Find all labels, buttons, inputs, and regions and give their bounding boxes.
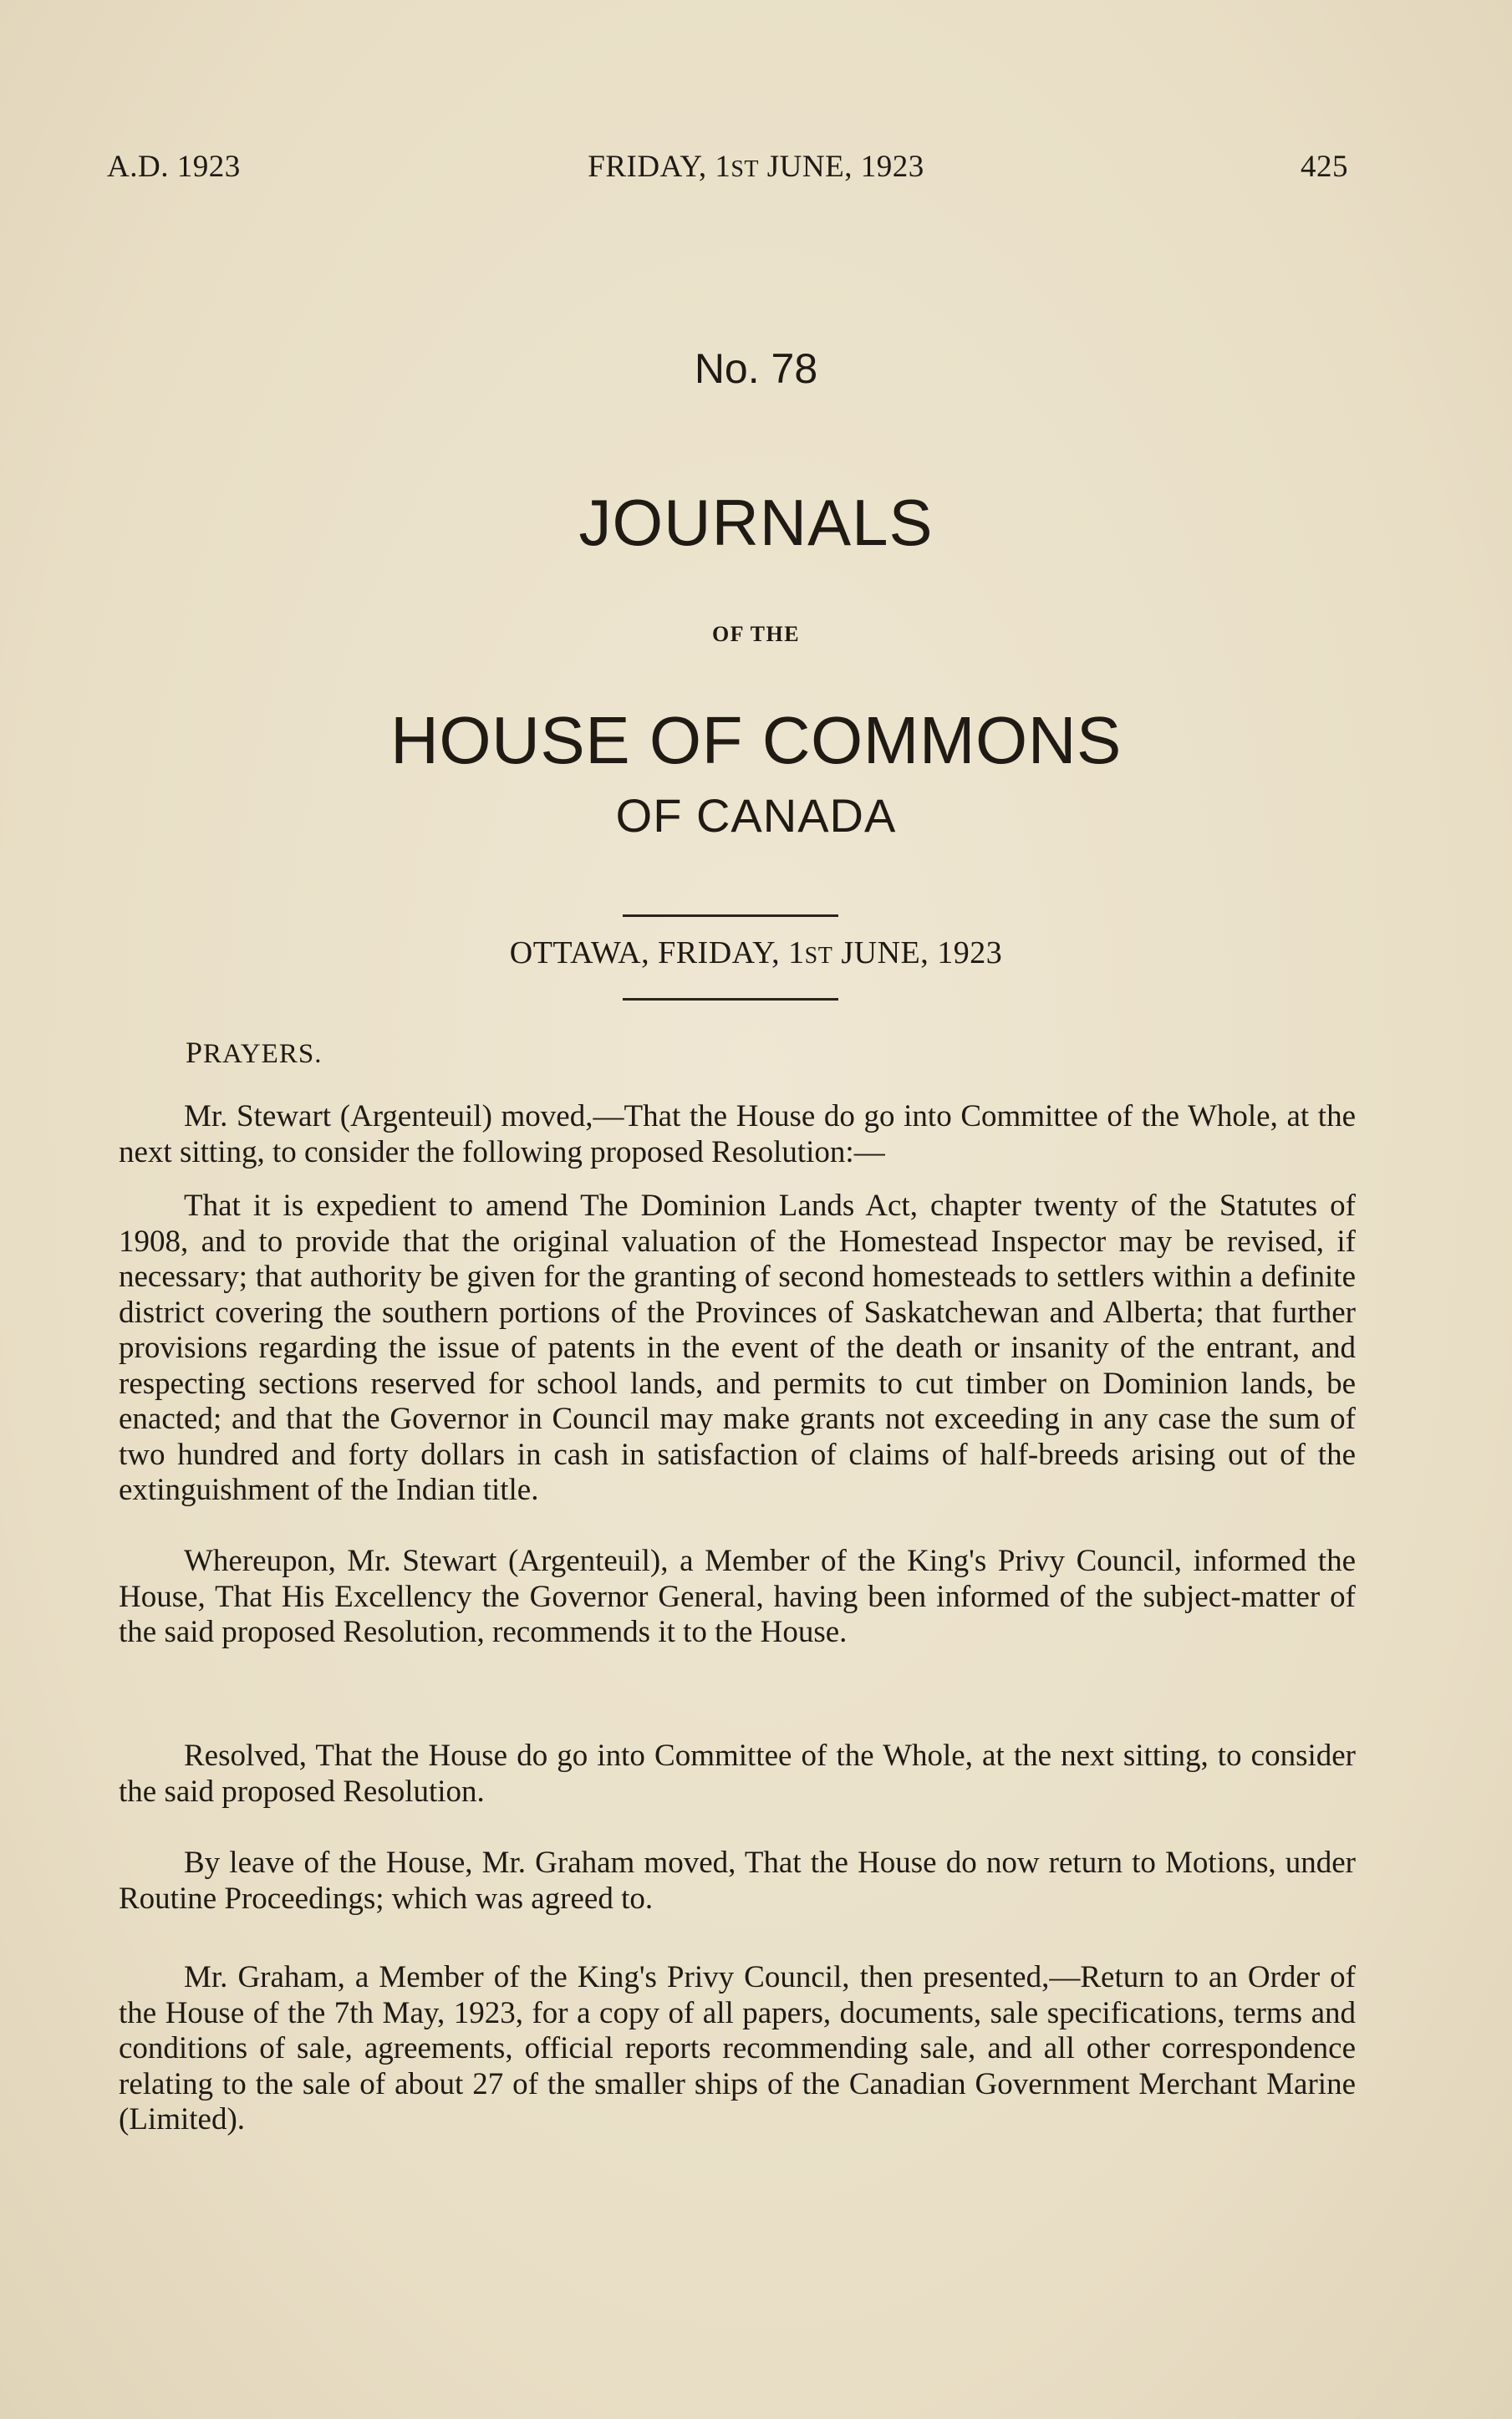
running-head-year: A.D. 1923	[107, 150, 241, 184]
of-canada-title: OF CANADA	[615, 789, 897, 842]
of-the-label: OF THE	[711, 622, 801, 646]
issue-number: No. 78	[694, 345, 818, 392]
return-presented-paragraph: Mr. Graham, a Member of the King's Privy Council, then presented,—Return to an Order of the House of the 7th May, 1923, for a copy of all papers, documents, sale specifications, terms and conditions of sale, agreements, official reports recommending sale, and all other correspondence relating to the sale of about 27 of the smaller ships of the Canadian Government Merchant Marine (Limited).	[119, 1960, 1356, 2136]
resolved-paragraph: Resolved, That the House do go into Committee of the Whole, at the next sitting, to consider the said proposed Resolution.	[119, 1739, 1356, 1809]
journals-title: JOURNALS	[578, 486, 934, 559]
house-of-commons-title: HOUSE OF COMMONS	[390, 703, 1122, 777]
top-rule	[623, 914, 838, 917]
resolution-paragraph: That it is expedient to amend The Dominion Lands Act, chapter twenty of the Statutes of 1908, and to provide that the original valuation of the Homestead Inspector may be revised, if necessary; that authority be given for the granting of second homesteads to settlers within a definite district covering the southern portions of the Provinces of Saskatchewan and Alberta; that further provisions regarding the issue of patents in the event of the death or insanity of the entrant, and respecting sections reserved for school lands, and permits to cut timber on Dominion lands, be enacted; and that the Governor in Council may make grants not exceeding in any case the sum of two hundred and forty dollars in cash in satisfaction of claims of half-breeds arising out of the extinguishment of the Indian title.	[119, 1189, 1356, 1507]
bottom-rule	[623, 998, 838, 1001]
recommendation-paragraph: Whereupon, Mr. Stewart (Argenteuil), a Member of the King's Privy Council, informed the House, That His Excellency the Governor General, having been informed of the subject-matter of the said proposed Resolution, recommends it to the House.	[119, 1544, 1356, 1649]
motion-paragraph: Mr. Stewart (Argenteuil) moved,—That the House do go into Committee of the Whole, at the next sitting, to consider the following proposed Resolution:—	[119, 1099, 1356, 1169]
sitting-dateline: OTTAWA, FRIDAY, 1ST JUNE, 1923	[509, 935, 1003, 970]
running-head-date: FRIDAY, 1ST JUNE, 1923	[588, 150, 924, 184]
prayers-heading: PRAYERS.	[186, 1036, 323, 1069]
page-number: 425	[1301, 150, 1348, 184]
routine-motion-paragraph: By leave of the House, Mr. Graham moved, That the House do now return to Motions, under Routine Proceedings; which was agreed to.	[119, 1846, 1356, 1916]
